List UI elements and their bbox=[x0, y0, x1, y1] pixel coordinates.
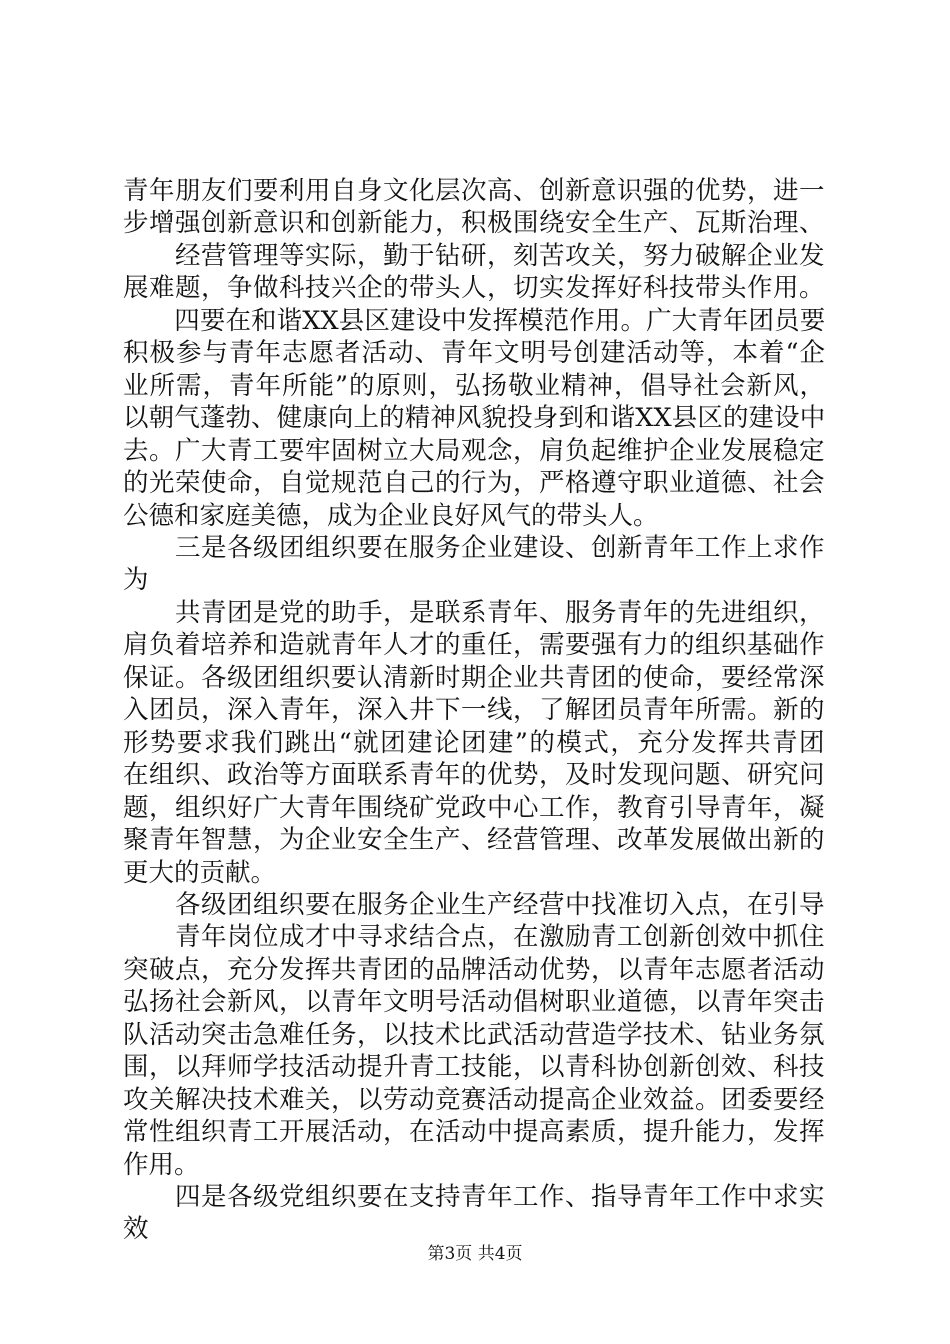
text-line: 积极参与青年志愿者活动、青年文明号创建活动等，本着“企 bbox=[123, 338, 827, 369]
text-line: 以朝气蓬勃、健康向上的精神风貌投身到和谐XX县区的建设中 bbox=[123, 403, 826, 434]
text-line: 青年岗位成才中寻求结合点，在激励青工创新创效中抓住 bbox=[123, 922, 826, 953]
text-line: 队活动突击急难任务，以技术比武活动营造学技术、钻业务氛 bbox=[123, 1019, 826, 1050]
text-line: 去。广大青工要牢固树立大局观念，肩负起维护企业发展稳定 bbox=[123, 435, 826, 466]
text-line: 经营管理等实际，勤于钻研，刻苦攻关，努力破解企业发 bbox=[123, 240, 826, 271]
text-line: 突破点，充分发挥共青团的品牌活动优势，以青年志愿者活动 bbox=[123, 954, 826, 985]
text-line: 形势要求我们跳出“就团建论团建”的模式，充分发挥共青团 bbox=[123, 727, 826, 758]
text-line: 各级团组织要在服务企业生产经营中找准切入点，在引导 bbox=[123, 889, 826, 920]
text-line: 攻关解决技术难关，以劳动竞赛活动提高企业效益。团委要经 bbox=[123, 1084, 826, 1115]
text-line: 共青团是党的助手，是联系青年、服务青年的先进组织， bbox=[123, 597, 826, 628]
text-line: 入团员，深入青年，深入井下一线，了解团员青年所需。新的 bbox=[123, 695, 826, 726]
text-line: 弘扬社会新风，以青年文明号活动倡树职业道德，以青年突击 bbox=[123, 987, 826, 1018]
text-line: 围，以拜师学技活动提升青工技能，以青科协创新创效、科技 bbox=[123, 1052, 826, 1083]
text-line: 步增强创新意识和创新能力，积极围绕安全生产、瓦斯治理、 bbox=[123, 208, 826, 239]
text-line: 展难题，争做科技兴企的带头人，切实发挥好科技带头作用。 bbox=[123, 273, 826, 304]
text-line: 作用。 bbox=[123, 1149, 200, 1180]
text-line: 公德和家庭美德，成为企业良好风气的带头人。 bbox=[123, 500, 659, 531]
text-line: 为 bbox=[123, 565, 149, 596]
text-line: 在组织、政治等方面联系青年的优势，及时发现问题、研究问 bbox=[123, 760, 826, 791]
text-line: 常性组织青工开展活动，在活动中提高素质，提升能力，发挥 bbox=[123, 1117, 826, 1148]
page-footer: 第3页 共4页 bbox=[427, 1244, 523, 1264]
text-line: 保证。各级团组织要认清新时期企业共青团的使命，要经常深 bbox=[123, 662, 826, 693]
text-line: 三是各级团组织要在服务企业建设、创新青年工作上求作 bbox=[123, 533, 826, 563]
text-line: 的光荣使命，自觉规范自己的行为，严格遵守职业道德、社会 bbox=[123, 468, 826, 499]
text-line: 题，组织好广大青年围绕矿党政中心工作，教育引导青年，凝 bbox=[123, 792, 826, 823]
text-line: 更大的贡献。 bbox=[123, 857, 277, 888]
text-line: 肩负着培养和造就青年人才的重任，需要强有力的组织基础作 bbox=[123, 630, 826, 661]
text-line: 四是各级党组织要在支持青年工作、指导青年工作中求实 bbox=[123, 1182, 826, 1212]
text-line: 青年朋友们要利用自身文化层次高、创新意识强的优势，进一 bbox=[123, 176, 826, 206]
text-line: 聚青年智慧，为企业安全生产、经营管理、改革发展做出新的 bbox=[123, 825, 826, 855]
text-line: 业所需，青年所能”的原则，弘扬敬业精神，倡导社会新风， bbox=[123, 370, 827, 401]
text-line: 四要在和谐XX县区建设中发挥模范作用。广大青年团员要 bbox=[123, 305, 826, 336]
text-line: 效 bbox=[123, 1214, 149, 1245]
